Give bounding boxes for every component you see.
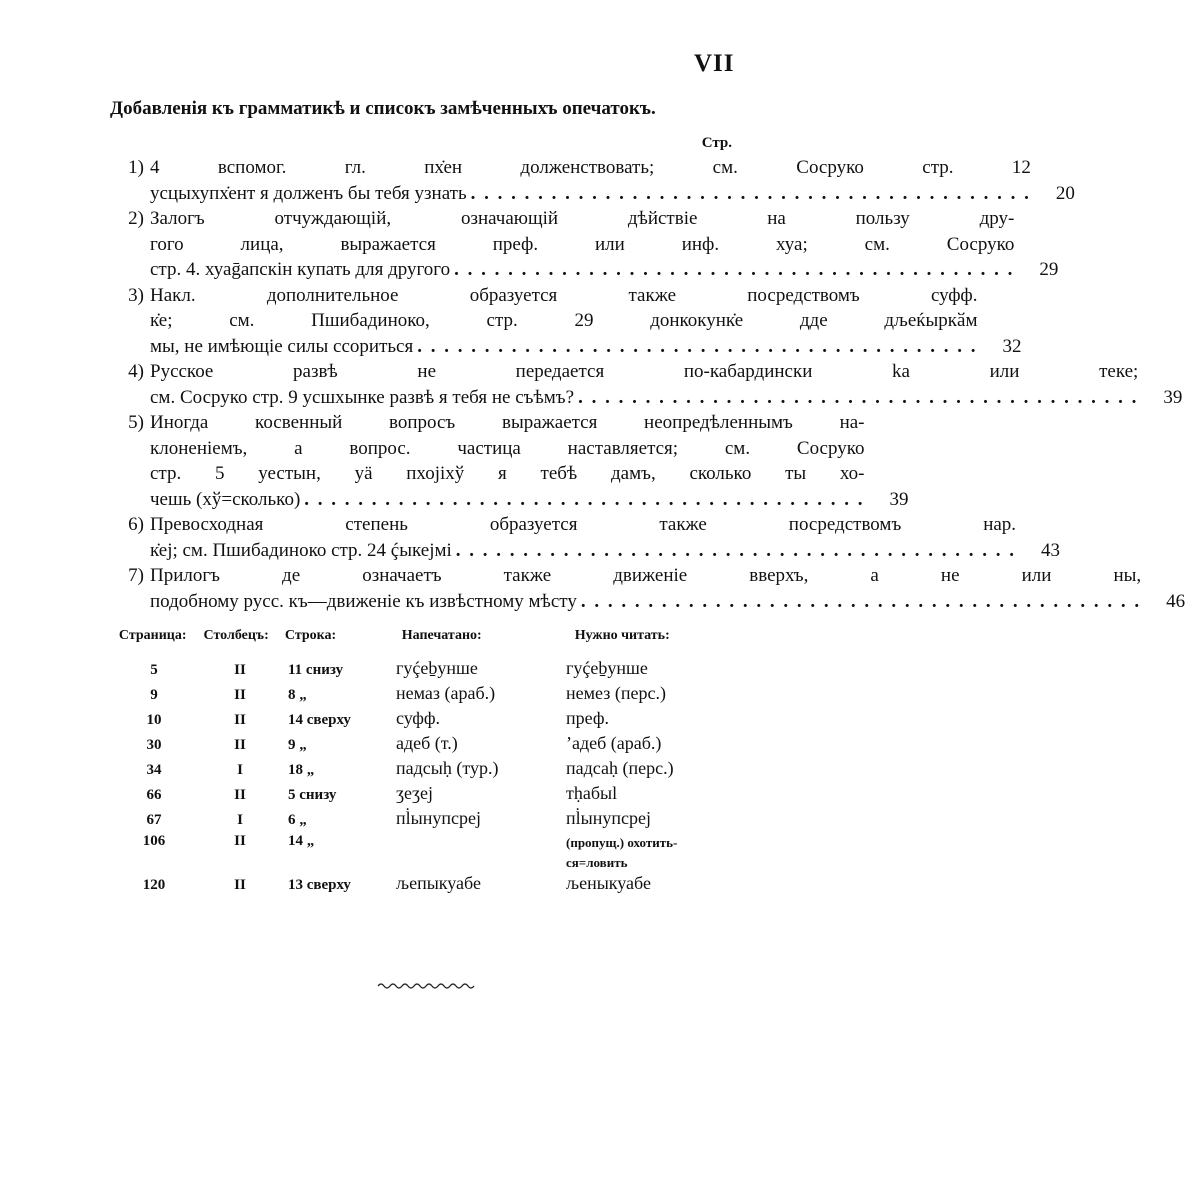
entry-page: 20	[1055, 182, 1075, 204]
header-page: Страница:	[118, 628, 187, 643]
dot-leader	[300, 487, 864, 513]
entry-number: 6)	[128, 514, 144, 535]
errata-column: II	[234, 787, 246, 803]
errata-column: I	[237, 762, 243, 778]
header-column: Столбецъ:	[203, 628, 269, 643]
errata-page: 30	[146, 737, 162, 753]
header-line: Строка:	[284, 628, 337, 643]
table-row	[110, 783, 730, 808]
entry-number: 3)	[128, 284, 144, 306]
errata-printed: немаз (араб.)	[396, 683, 496, 703]
errata-line: 9 „	[288, 737, 307, 753]
dot-leader	[574, 385, 1138, 411]
table-row	[110, 708, 730, 733]
decorative-rule	[378, 982, 476, 990]
errata-printed: падсыḥ (тур.)	[396, 758, 499, 778]
errata-printed: ʒеʒеј	[396, 783, 433, 803]
errata-column: II	[234, 662, 246, 678]
entry-text-line: к̇е; см. Пшибадиноко, стр. 29 донкокунк̇е дде дљеќыркӑм	[150, 310, 978, 331]
errata-body	[110, 658, 730, 898]
entry-text-line: стр. 5 уестын, уӓ пхојіхў я тебѣ дамъ, сколько ты хо-	[150, 463, 865, 484]
addendum-entry	[106, 206, 1059, 283]
header-printed: Напечатано:	[401, 628, 482, 643]
dot-leader	[577, 589, 1141, 615]
entry-text-line: Русское развѣ не передается по-кабардински ka или теке;	[150, 361, 1139, 382]
errata-correct: тḥабыl	[566, 783, 618, 803]
errata-printed: гуḉеḇунше	[396, 658, 478, 678]
dot-leader	[450, 257, 1014, 283]
entry-text-line: чешь (хў=сколько)	[150, 488, 301, 510]
errata-printed: суфф.	[396, 708, 441, 728]
entry-number: 2)	[128, 208, 144, 229]
entry-text-line: 4 вспомог. гл. пх̇ен долженствовать; см. Сосруко стр. 12	[150, 157, 1031, 178]
errata-line: 6 „	[288, 812, 307, 828]
errata-page: 9	[150, 687, 158, 703]
entry-number: 7)	[128, 565, 144, 586]
entry-text-line: Иногда косвенный вопросъ выражается неопредѣленнымъ на-	[150, 412, 865, 433]
entry-number: 1)	[128, 157, 144, 178]
errata-line: 14 „	[288, 833, 315, 849]
entry-text-line: Накл. дополнительное образуется также посредствомъ суфф.	[150, 284, 978, 306]
entry-page: 43	[1041, 539, 1061, 561]
table-row	[110, 683, 730, 708]
entry-number: 5)	[128, 412, 144, 433]
entry-page: 29	[1039, 259, 1059, 280]
errata-line: 18 „	[288, 762, 315, 778]
dot-leader	[452, 538, 1016, 564]
entry-page: 39	[1163, 386, 1183, 408]
page-title: Добавленія къ грамматикѣ и списокъ замѣченныхъ опечатокъ.	[110, 98, 656, 119]
entry-page: 46	[1166, 590, 1185, 612]
entry-text-line: гого лица, выражается преф. или инф. хуа; см. Сосруко	[150, 233, 1015, 255]
entry-text-line: усцыхупх̇ент я долженъ бы тебя узнать	[150, 182, 467, 204]
entry-text-line: Залогъ отчуждающій, означающій дѣйствіе на пользу дру-	[150, 208, 1015, 229]
addendum-entry	[106, 563, 1185, 614]
errata-page: 5	[150, 662, 158, 678]
errata-column: II	[234, 687, 246, 703]
errata-correct: (пропущ.) охотить-ся=ловить	[566, 835, 678, 870]
addendum-entry	[106, 359, 1183, 410]
errata-column: I	[237, 812, 243, 828]
errata-table	[110, 628, 730, 898]
entry-text-line: подобному русс. къ—движеніе къ извѣстному мѣсту	[150, 590, 577, 612]
table-row	[110, 873, 730, 898]
errata-correct: ʼадеб (араб.)	[566, 733, 662, 753]
header-correct: Нужно читать:	[574, 628, 670, 643]
errata-header-row	[110, 628, 730, 658]
entry-number: 4)	[128, 361, 144, 382]
table-row	[110, 733, 730, 758]
entry-text-line: Превосходная степень образуется также посредствомъ нар.	[150, 514, 1017, 535]
errata-correct: љеныкуабе	[566, 873, 651, 893]
errata-correct: пl̇ынупсреј	[566, 808, 651, 828]
entry-text-line: Прилогъ де означаетъ также движеніе вверхъ, а не или ны,	[150, 565, 1142, 586]
table-row	[110, 758, 730, 783]
entry-text-line: клоненіемъ, а вопрос. частица наставляется; см. Сосруко	[150, 437, 865, 459]
dot-leader	[413, 334, 977, 360]
table-row	[110, 658, 730, 683]
addendum-entry	[106, 283, 1022, 360]
dot-leader	[467, 181, 1031, 207]
entry-text-line: к̇еј; см. Пшибадиноко стр. 24 ḉыкејмі	[150, 539, 452, 561]
addendum-entry	[106, 155, 1075, 206]
errata-column: II	[234, 833, 246, 849]
addenda-list	[106, 155, 1185, 614]
errata-line: 5 снизу	[288, 787, 337, 803]
entry-text-line: см. Сосруко стр. 9 усшхынке развѣ я тебя не съѣмъ?	[150, 386, 575, 408]
addendum-entry	[106, 410, 909, 512]
page-number: VII	[694, 50, 735, 77]
errata-printed: адеб (т.)	[396, 733, 458, 753]
errata-column: II	[234, 877, 246, 893]
errata-line: 14 сверху	[288, 712, 351, 728]
errata-correct: немез (перс.)	[566, 683, 666, 703]
errata-page: 66	[146, 787, 162, 803]
table-row	[110, 808, 730, 833]
errata-page: 67	[146, 812, 162, 828]
errata-column: II	[234, 712, 246, 728]
errata-correct: преф.	[566, 708, 610, 728]
addendum-entry	[106, 512, 1061, 563]
errata-correct: гуḉеḇунше	[566, 658, 648, 678]
errata-line: 8 „	[288, 687, 307, 703]
entry-page: 39	[889, 488, 909, 510]
entry-text-line: мы, не имѣющіе силы ссориться	[150, 335, 414, 357]
entry-page: 32	[1002, 335, 1022, 357]
entry-text-line: стр. 4. хуаḡапскін купать для другого	[150, 259, 451, 280]
page-column-header: Стр.	[701, 135, 732, 151]
errata-printed: пl̇ынупсреј	[396, 808, 481, 828]
errata-correct: падсаḥ (перс.)	[566, 758, 674, 778]
errata-page: 106	[142, 833, 166, 849]
errata-page: 120	[142, 877, 166, 893]
errata-printed: љепыкуабе	[396, 873, 481, 893]
errata-line: 13 сверху	[288, 877, 351, 893]
errata-line: 11 снизу	[288, 662, 344, 678]
errata-page: 10	[146, 712, 162, 728]
errata-page: 34	[146, 762, 162, 778]
table-row	[110, 833, 730, 873]
errata-column: II	[234, 737, 246, 753]
